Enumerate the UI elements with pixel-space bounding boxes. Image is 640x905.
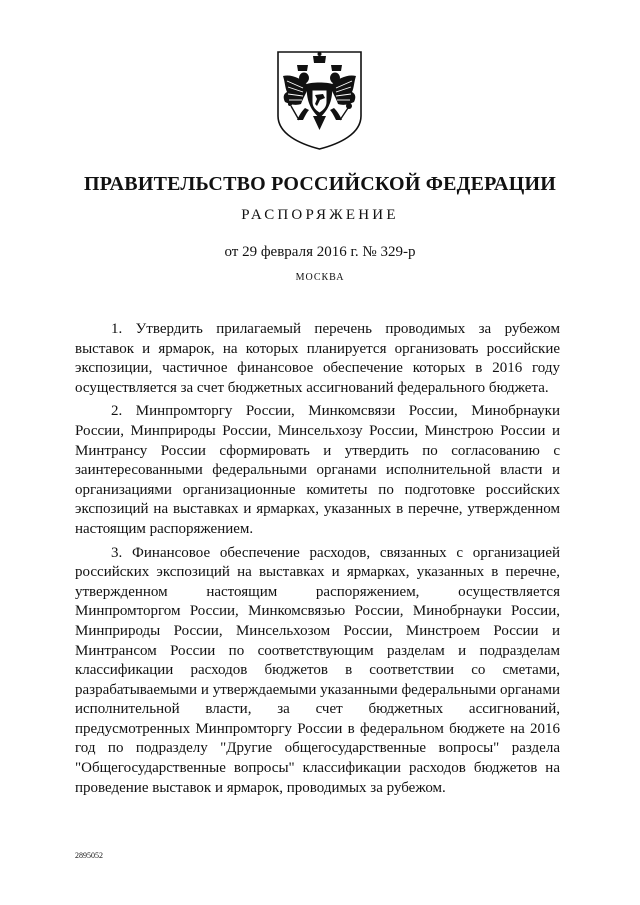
paragraph-1: 1. Утвердить прилагаемый перечень проводимых за рубежом выставок и ярмарок, на которых планируется организовать российские экспозиции, частичное финансовое обеспечение которых в 2016 году осуществляется за счет бюджетных ассигнований федерального бюджета. xyxy=(75,321,560,396)
russian-coat-of-arms-icon xyxy=(273,48,366,151)
document-body xyxy=(75,320,560,802)
paragraph-2: 2. Минпромторгу России, Минкомсвязи России, Минобрнауки России, Минприроды России, Минсельхозу России, Минстрою России и Минтрансу России сформировать и утвердить по согласованию с заинтересованными федеральными органами исполнительной власти и организациями организационные комитеты по подготовке российских экспозиций на выставках и ярмарках, указанных в перечне, утвержденном настоящим распоряжением. xyxy=(75,403,560,537)
government-title: ПРАВИТЕЛЬСТВО РОССИЙСКОЙ ФЕДЕРАЦИИ xyxy=(84,173,556,195)
document-date-number: от 29 февраля 2016 г. № 329-р xyxy=(224,244,416,260)
document-city: МОСКВА xyxy=(295,272,345,283)
document-code: 2895052 xyxy=(75,851,103,860)
document-type: РАСПОРЯЖЕНИЕ xyxy=(241,207,399,223)
paragraph-3: 3. Финансовое обеспечение расходов, связанных с организацией российских экспозиций на выставках и ярмарках, указанных в перечне, утвержденном настоящим распоряжением, осуществляется Минпромторгом России, Минкомсвязью России, Минобрнауки России, Минприроды России, Минсельхозом России, Минстроем России и Минтрансом России по соответствующим разделам и подразделам классификации расходов бюджетов в соответствии со сметами, разрабатываемыми и утверждаемыми указанными федеральными органами исполнительной власти, за счет бюджетных ассигнований, предусмотренных Минпромторгу России в федеральном бюджете на 2016 год по подразделу "Другие общегосударственные вопросы" раздела "Общегосударственные вопросы" классификации расходов бюджетов на проведение выставок и ярмарок, проводимых за рубежом. xyxy=(75,544,560,796)
